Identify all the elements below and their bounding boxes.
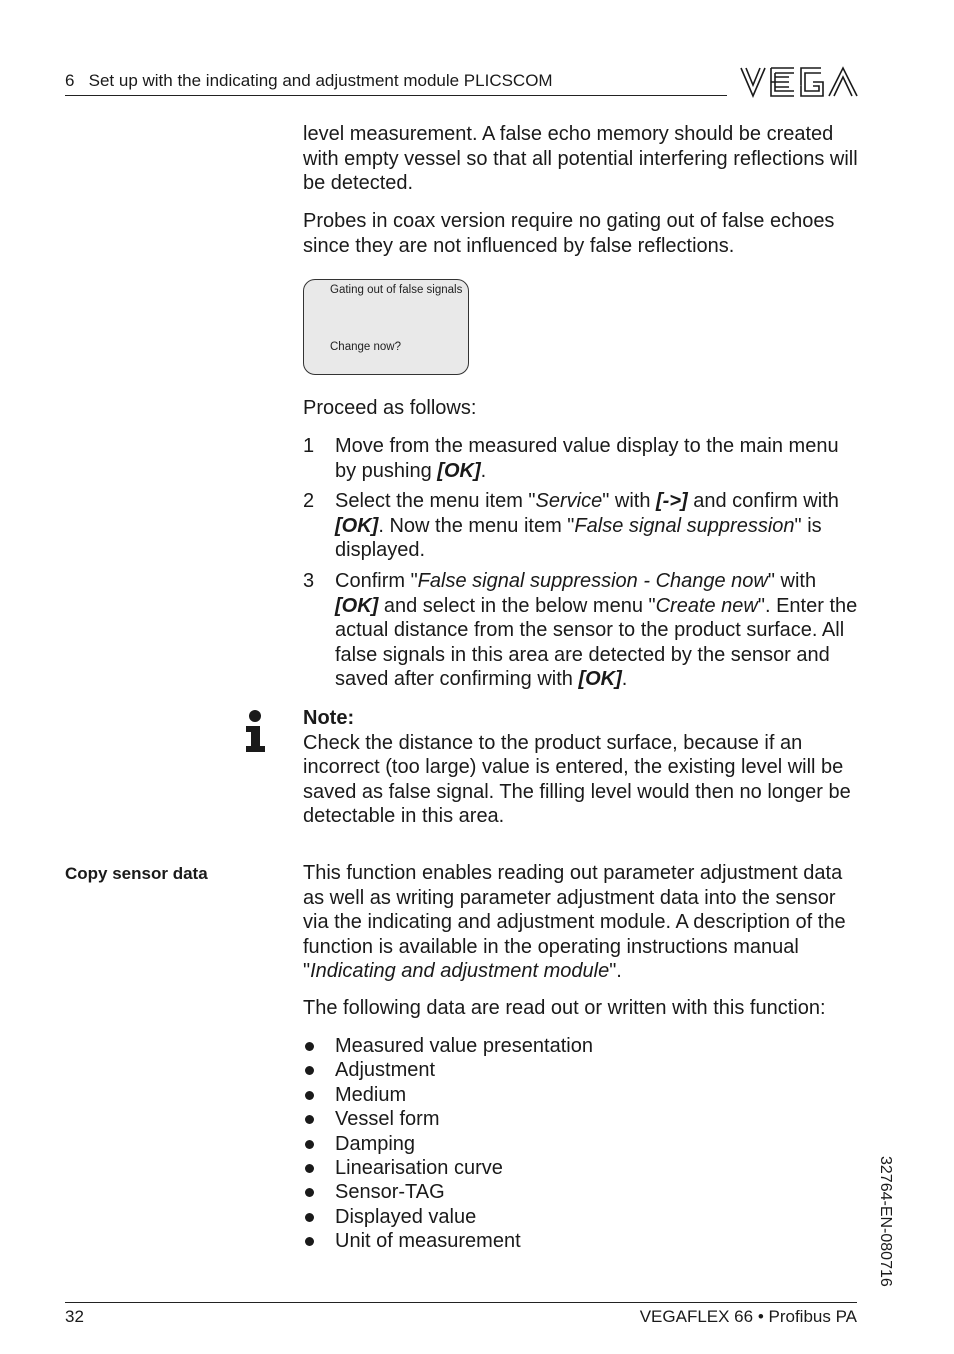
step-number: 3 [303, 570, 315, 592]
ok-key: [OK] [578, 668, 622, 691]
page-number: 32 [65, 1307, 84, 1326]
list-item: Sensor-TAG [303, 1180, 593, 1204]
copy-sensor-paragraph-1: This function enables reading out parameter adjustment data as well as writing parameter adjustment data into the sensor via the indicating and adjustment module. A description of the function is available in the operating instructions manual "Indicating and adjustment module". [303, 862, 846, 983]
step-1: 1 Move from the measured value display to the main menu by pushing [OK]. [303, 435, 839, 482]
list-item: Linearisation curve [303, 1156, 593, 1180]
intro-paragraph-2: Probes in coax version require no gating out of false echoes since they are not influenced by false reflections. [303, 210, 835, 257]
list-item: Damping [303, 1132, 593, 1156]
footer-product: VEGAFLEX 66 • Profibus PA [639, 1307, 857, 1326]
running-header: 6 Set up with the indicating and adjustment module PLICSCOM [65, 71, 553, 90]
copy-sensor-paragraph-2: The following data are read out or written with this function: [303, 997, 826, 1019]
ok-key: [OK] [335, 594, 379, 617]
step-number: 1 [303, 435, 315, 457]
proceed-label: Proceed as follows: [303, 397, 477, 419]
ok-key: [OK] [437, 459, 481, 482]
svg-text:VEGA: VEGA [799, 86, 802, 87]
step-3: 3 Confirm "False signal suppression - Change now" with [OK] and select in the below menu "Create new". Enter the actual distance from the sensor to the product surface. All false signals in this area are detected by the sensor and saved after confirming with [OK]. [303, 570, 858, 691]
copy-sensor-heading: Copy sensor data [65, 864, 208, 883]
display-line-2: Change now? [330, 341, 401, 353]
step-number: 2 [303, 490, 315, 512]
list-item: Displayed value [303, 1205, 593, 1229]
vega-logo [739, 64, 859, 100]
ok-key: [OK] [335, 514, 379, 537]
list-item: Adjustment [303, 1058, 593, 1082]
data-items-list [303, 1034, 593, 1254]
list-item: Medium [303, 1083, 593, 1107]
intro-paragraph-1: level measurement. A false echo memory should be created with empty vessel so that all potential interfering reflections will be detected. [303, 123, 858, 195]
step-2: 2 Select the menu item "Service" with [->] and confirm with [OK]. Now the menu item "False signal suppression" is displayed. [303, 490, 839, 562]
display-screen [303, 279, 469, 375]
info-icon [244, 710, 266, 752]
list-item: Measured value presentation [303, 1034, 593, 1058]
note-block [303, 706, 861, 829]
arrow-key: [->] [656, 490, 688, 512]
footer-rule [65, 1302, 857, 1303]
list-item: Unit of measurement [303, 1229, 593, 1253]
display-line-1: Gating out of false signals [330, 284, 463, 296]
note-text: Check the distance to the product surface, because if an incorrect (too large) value is entered, the existing level will be saved as false signal. The filling level would then no longer be detectable in this area. [303, 731, 851, 828]
note-title: Note: [303, 707, 355, 729]
list-item: Vessel form [303, 1107, 593, 1131]
document-code: 32764-EN-080716 [877, 1156, 894, 1287]
header-rule [65, 95, 727, 96]
